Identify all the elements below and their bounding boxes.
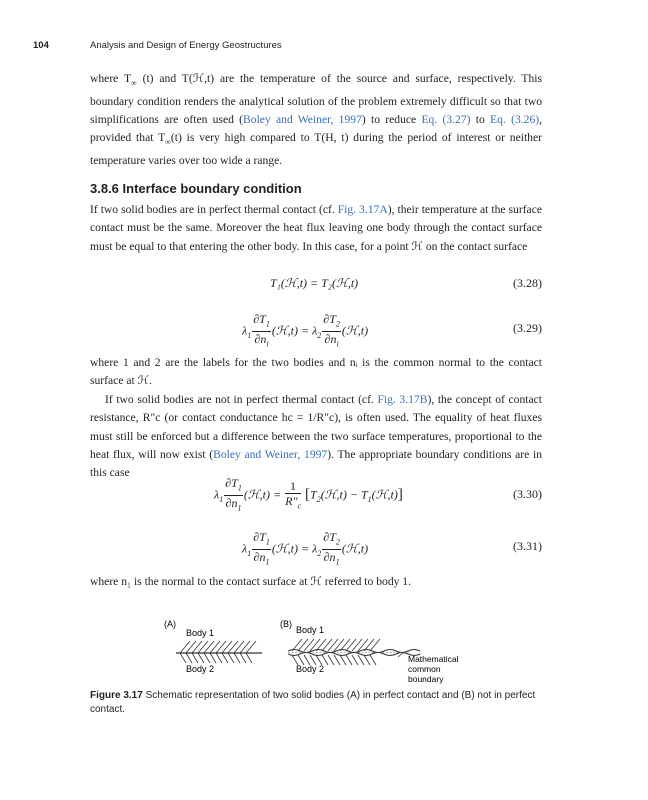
paragraph-3: where 1 and 2 are the labels for the two bodies and nᵢ is the common normal to the contact surface at ℋ.: [90, 356, 542, 388]
caption-label: Figure 3.17: [90, 690, 143, 701]
annotation-line-2: common: [408, 664, 441, 674]
paragraph-1: where $T_\infty$ (t) and T(ℋ,t) are the temperature of the source and surface, respectively. This boundary condition renders the analytical solution of the problem extremely difficult so that two simplifications are often used (Boley and Weiner, 1997) to reduce Eq. (3.27) to Eq. (3.26), provided that $T_\infty(t)$ is very high compared to T(H, t) during the period of interest or neither temperature varies over too wide a range.: [90, 72, 543, 167]
figure-3-17: [150, 615, 480, 687]
eq-ref-3-26[interactable]: Eq. (3.26): [490, 112, 540, 126]
panel-a-body2: Body 2: [186, 664, 215, 674]
equation-3-28: [90, 276, 542, 306]
paragraph-4: If two solid bodies are not in perfect thermal contact (cf. Fig. 3.17B), the concept of contact resistance, R″c (or contact conductance hc = 1/R″c), is often used. The equality of heat fluxes must still be enforced but a difference between the two surface temperatures, proportional to the heat flux, will now exist (Boley and Weiner, 1997). The appropriate boundary conditions are in this case: [90, 393, 542, 480]
panel-a-body1: Body 1: [186, 628, 215, 638]
equation-3-29: [90, 312, 542, 348]
citation-link[interactable]: Boley and Weiner, 1997: [213, 447, 328, 461]
paragraph-2: If two solid bodies are in perfect thermal contact (cf. Fig. 3.17A), their temperature at the surface contact must be the same. Moreover the heat flux leaving one body through the contact surface must be equal to that entering the other body. In this case, for a point ℋ on the contact surface: [90, 203, 542, 253]
panel-b-label: (B): [280, 619, 292, 629]
section-heading: 3.8.6 Interface boundary condition: [90, 181, 302, 196]
eq-3-30-expr: $\lambda_1$ $\frac{\partial T_1}{\partial n_1}$ (ℋ,t) = $\frac{1}{R''_c}$ [$T_2(ℋ,t)$ − $T_1(ℋ,t)$]: [214, 476, 403, 513]
panel-a-label: (A): [164, 619, 176, 629]
panel-b-body1: Body 1: [296, 625, 325, 635]
eq-ref-3-27[interactable]: Eq. (3.27): [421, 112, 471, 126]
paragraph-5: where n₁ is the normal to the contact surface at ℋ referred to body 1.: [90, 575, 412, 588]
figure-caption: [90, 689, 542, 717]
fig-ref-3-17a[interactable]: Fig. 3.17A: [337, 203, 388, 216]
panel-a-hatch-bottom: [180, 653, 252, 663]
page-number: 104: [33, 40, 49, 51]
annotation-line-3: boundary: [408, 674, 444, 684]
annotation-line-1: Mathematical: [408, 654, 459, 664]
panel-b-body2: Body 2: [296, 664, 325, 674]
equation-3-30: [90, 476, 542, 516]
eq-3-29-expr: $\lambda_1$ $\frac{\partial T_1}{\partial n_i}$ (ℋ,t) = $\lambda_2$ $\frac{\partial T_2}{\partial n_i}$ (ℋ,t): [242, 312, 369, 349]
equation-3-31: [90, 530, 542, 566]
running-header: [33, 40, 282, 51]
eq-3-28-expr: T₁(ℋ,t) = T₂(ℋ,t): [270, 276, 359, 290]
eq-number: (3.28): [513, 276, 542, 290]
eq-number: (3.30): [513, 487, 542, 501]
eq-number: (3.31): [513, 539, 542, 553]
panel-a-hatch-top: [180, 641, 256, 653]
eq-3-31-expr: $\lambda_1$ $\frac{\partial T_1}{\partial n_1}$ (ℋ,t) = $\lambda_2$ $\frac{\partial T_2}{\partial n_1}$ (ℋ,t): [242, 530, 369, 567]
fig-ref-3-17b[interactable]: Fig. 3.17B: [377, 393, 428, 406]
panel-a: [164, 619, 262, 674]
citation-link[interactable]: Boley and Weiner, 1997: [243, 112, 362, 126]
eq-number: (3.29): [513, 321, 542, 335]
caption-text: Schematic representation of two solid bodies (A) in perfect contact and (B) not in perfect contact.: [90, 690, 536, 715]
running-title: Analysis and Design of Energy Geostructures: [90, 40, 282, 51]
panel-b: [280, 619, 459, 684]
